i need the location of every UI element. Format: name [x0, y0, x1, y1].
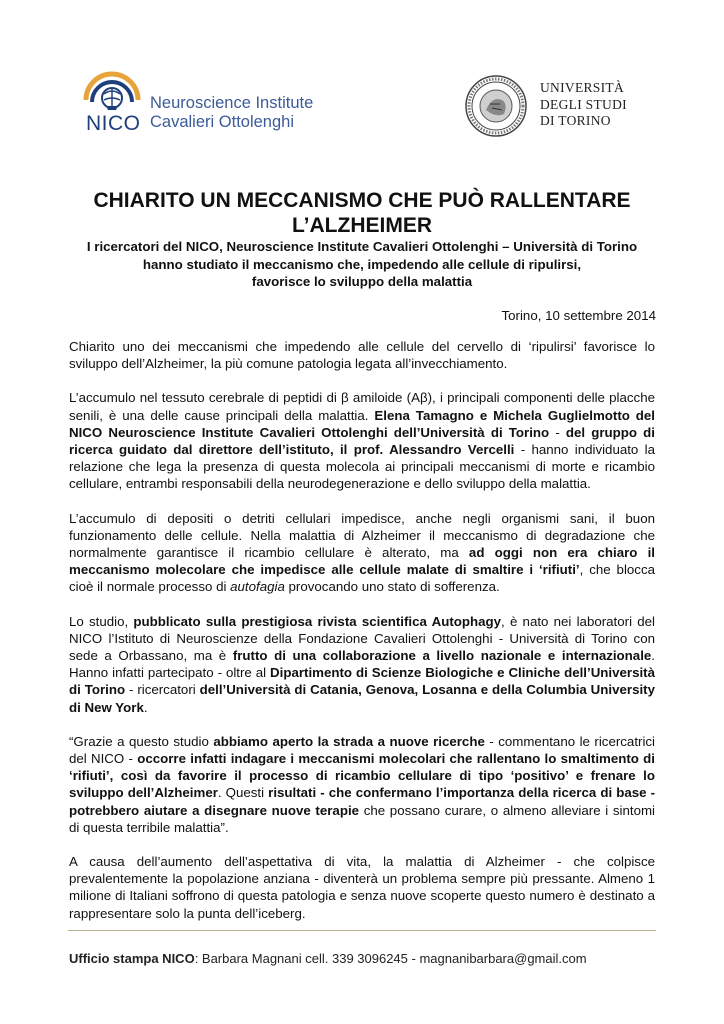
bold-run: risultati - che confermano l’importanza della ricerca di base - potrebbero aiutare a disegnare nuove terapie	[69, 785, 656, 818]
headline-line1: CHIARITO UN MECCANISMO CHE PUÒ RALLENTARE	[93, 189, 631, 212]
text-run: -	[549, 424, 566, 440]
italic-run: autofagia	[230, 579, 285, 595]
text-run: - commentano le ricercatrici del NICO -	[69, 733, 655, 767]
text-run: L’accumulo nel tessuto cerebrale di peptidi di β amiloide (Aβ), i principali componenti delle placche senili, è una delle cause principali della malattia.	[69, 390, 655, 423]
bold-run: frutto di una collaborazione a livello nazionale e internazionale	[232, 648, 652, 664]
text-run: Lo studio,	[69, 613, 134, 629]
subheadline-line1: I ricercatori del NICO, Neuroscience Institute Cavalieri Ottolenghi – Università di Torino	[86, 239, 638, 254]
text-run: - hanno individuato la relazione che lega la presenza di questa molecola ai principali meccanismi di morte e ricambio cellulare, entrambi responsabili della neurodegenerazione e dello sviluppo della malattia.	[69, 442, 656, 492]
unito-line3: DI TORINO	[540, 113, 611, 128]
headline-line2: L’ALZHEIMER	[292, 214, 432, 237]
footer-divider	[68, 930, 656, 931]
text-run: che possano curare, o almeno alleviare i sintomi di questa terribile malattia”.	[69, 802, 655, 835]
bold-run: pubblicato sulla prestigiosa rivista scientifica Autophagy	[133, 613, 502, 629]
university-seal-icon	[464, 74, 528, 138]
press-office-contact	[69, 951, 587, 966]
paragraph-5	[69, 733, 655, 836]
university-name	[540, 80, 627, 130]
bold-run: Elena Tamagno e Michela Guglielmotto del NICO Neuroscience Institute Cavalieri Ottolenghi dell’Università di Torino	[69, 407, 656, 440]
bold-run: ad oggi non era chiaro il meccanismo molecolare che impedisce alle cellule malate di smaltire i ‘rifiuti’	[69, 545, 655, 578]
bold-run: del gruppo di ricerca guidato dal direttore dell’istituto, il prof. Alessandro Vercelli	[69, 424, 655, 458]
nico-name-line1: Neuroscience Institute	[150, 94, 314, 112]
nico-logo	[80, 70, 330, 135]
nico-acronym: NICO	[86, 112, 141, 135]
text-run: provocando uno stato di sofferenza.	[284, 579, 500, 595]
unito-logo	[464, 74, 664, 140]
text-run: . Hanno infatti partecipato - oltre al	[69, 648, 655, 681]
press-office-details: : Barbara Magnani cell. 339 3096245 - magnanibarbara@gmail.com	[194, 951, 587, 966]
bold-run: dell’Università di Catania, Genova, Losanna e della Columbia University di New York	[69, 682, 655, 715]
unito-line2: DEGLI STUDI	[540, 96, 627, 112]
press-office-label: Ufficio stampa NICO	[69, 951, 195, 966]
nico-name-line2: Cavalieri Ottolenghi	[150, 113, 294, 131]
paragraph-3	[69, 510, 655, 596]
bold-run: Dipartimento di Scienze Biologiche e Cliniche dell’Università di Torino	[69, 665, 655, 698]
paragraph-1: Chiarito uno dei meccanismi che impedendo alle cellule del cervello di ‘ripulirsi’ favorisce lo sviluppo dell’Alzheimer, la più comune patologia legata all’invecchiamento.	[69, 339, 655, 372]
text-run: - ricercatori	[125, 682, 200, 698]
text-run: . Questi	[217, 785, 269, 801]
headline	[60, 188, 664, 238]
bold-run: abbiamo aperto la strada a nuove ricerche	[213, 733, 485, 749]
unito-line1: UNIVERSITÀ	[540, 80, 624, 95]
nico-institute-name	[150, 94, 313, 132]
text-run: .	[143, 699, 148, 715]
subheadline-line3: favorisce lo sviluppo della malattia	[251, 274, 473, 289]
text-run: , che blocca cioè il normale processo di	[69, 562, 655, 595]
paragraph-2	[69, 389, 655, 492]
bold-run: occorre infatti indagare i meccanismi molecolari che rallentano lo smaltimento di ‘rifiuti’, così da favorire il processo di ricambio cellulare di tipo ‘positivo’ e frenare lo sviluppo dell’Alzheimer	[69, 751, 655, 801]
paragraph-4	[69, 613, 655, 716]
dateline: Torino, 10 settembre 2014	[501, 308, 656, 323]
text-run: L’accumulo di depositi o detriti cellulari impedisce, anche negli organismi sani, il buon funzionamento delle cellule. Nella malattia di Alzheimer il meccanismo di degradazione che normalmente garantisce il ricambio cellulare è alterato, ma	[69, 510, 655, 561]
text-run: , è nato nei laboratori del NICO l’Istituto di Neuroscienze della Fondazione Cavalieri Ottolenghi - Università di Torino con sede a Orbassano, ma è	[69, 613, 655, 664]
subheadline	[60, 238, 664, 291]
subheadline-line2: hanno studiato il meccanismo che, impedendo alle cellule di ripulirsi,	[142, 256, 582, 272]
article-body	[69, 338, 655, 939]
paragraph-6: A causa dell’aumento dell’aspettativa di vita, la malattia di Alzheimer - che colpisce prevalentemente la popolazione anziana - diventerà un problema sempre più pressante. Almeno 1 milione di Italiani soffrono di questa patologia e senza nuove scoperte questo numero è destinato a rappresentare solo la punta dell’iceberg.	[69, 854, 655, 921]
text-run: “Grazie a questo studio	[69, 733, 214, 749]
